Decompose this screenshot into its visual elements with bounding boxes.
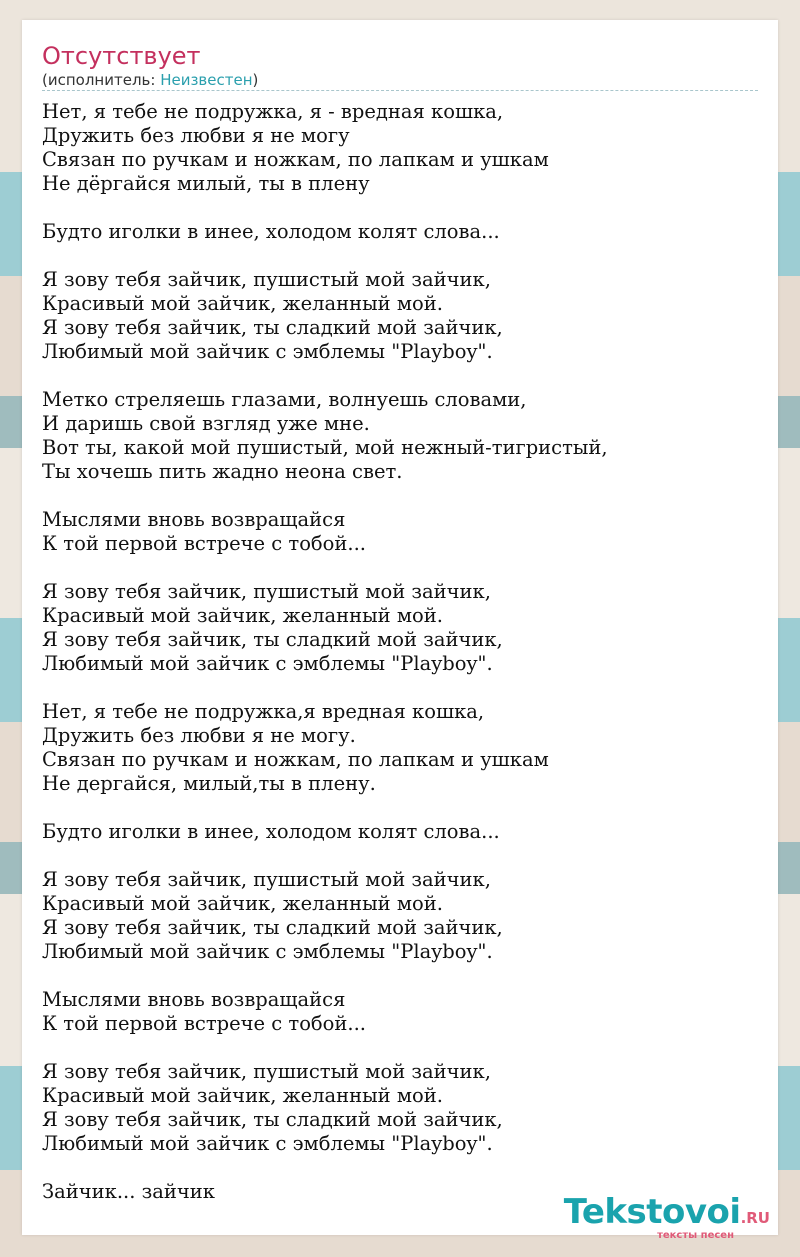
artist-suffix: ) — [252, 71, 259, 89]
lyric-line: Я зову тебя зайчик, пушистый мой зайчик, — [42, 268, 491, 291]
lyric-line: Любимый мой зайчик с эмблемы "Playboy". — [42, 940, 493, 963]
lyric-line: Ты хочешь пить жадно неона свет. — [42, 460, 403, 483]
lyric-line: Я зову тебя зайчик, ты сладкий мой зайчик, — [42, 628, 503, 651]
lyric-line: Мыслями вновь возвращайся — [42, 508, 346, 531]
lyric-line: Зайчик... зайчик — [42, 1180, 215, 1203]
artist-link[interactable]: Неизвестен — [160, 71, 253, 89]
lyric-line: И даришь свой взгляд уже мне. — [42, 412, 370, 435]
lyric-line: Красивый мой зайчик, желанный мой. — [42, 1084, 443, 1107]
lyric-line: Будто иголки в инее, холодом колят слова... — [42, 220, 500, 243]
lyric-line: Я зову тебя зайчик, ты сладкий мой зайчик, — [42, 1108, 503, 1131]
lyric-line: Я зову тебя зайчик, пушистый мой зайчик, — [42, 1060, 491, 1083]
lyric-line: Нет, я тебе не подружка,я вредная кошка, — [42, 700, 485, 723]
lyric-line: Я зову тебя зайчик, ты сладкий мой зайчик, — [42, 316, 503, 339]
lyric-line: Я зову тебя зайчик, пушистый мой зайчик, — [42, 580, 491, 603]
lyric-line: Мыслями вновь возвращайся — [42, 988, 346, 1011]
lyric-line — [42, 556, 758, 580]
lyric-line — [42, 364, 758, 388]
lyric-line — [42, 196, 758, 220]
lyric-line — [42, 244, 758, 268]
lyric-line: Красивый мой зайчик, желанный мой. — [42, 604, 443, 627]
lyric-line: Красивый мой зайчик, желанный мой. — [42, 292, 443, 315]
lyric-line: Не дергайся, милый,ты в плену. — [42, 772, 376, 795]
lyric-line: Я зову тебя зайчик, ты сладкий мой зайчик, — [42, 916, 503, 939]
lyrics-card — [22, 20, 778, 1241]
lyric-line: Дружить без любви я не могу — [42, 124, 350, 147]
lyric-line: Любимый мой зайчик с эмблемы "Playboy". — [42, 652, 493, 675]
song-title: Отсутствует — [42, 42, 201, 70]
lyric-line: К той первой встрече с тобой... — [42, 532, 367, 555]
logo-tagline: тексты песен — [657, 1230, 734, 1241]
lyric-line: Связан по ручкам и ножкам, по лапкам и ушкам — [42, 148, 549, 171]
lyric-line: Не дёргайся милый, ты в плену — [42, 172, 370, 195]
lyric-line — [42, 676, 758, 700]
lyric-line: К той первой встрече с тобой... — [42, 1012, 367, 1035]
lyric-line — [42, 1156, 758, 1180]
lyric-line — [42, 796, 758, 820]
lyric-line: Любимый мой зайчик с эмблемы "Playboy". — [42, 1132, 493, 1155]
lyric-line — [42, 484, 758, 508]
artist-line — [42, 71, 258, 89]
lyric-line: Метко стреляешь глазами, волнуешь словами, — [42, 388, 527, 411]
title-divider — [42, 90, 758, 91]
lyric-line: Я зову тебя зайчик, пушистый мой зайчик, — [42, 868, 491, 891]
artist-prefix: (исполнитель: — [42, 71, 161, 89]
lyric-line: Будто иголки в инее, холодом колят слова... — [42, 820, 500, 843]
logo-tld: .RU — [740, 1209, 770, 1227]
lyric-line — [42, 964, 758, 988]
lyric-line: Дружить без любви я не могу. — [42, 724, 356, 747]
lyric-line: Любимый мой зайчик с эмблемы "Playboy". — [42, 340, 493, 363]
lyric-line: Связан по ручкам и ножкам, по лапкам и ушкам — [42, 748, 549, 771]
lyric-line: Нет, я тебе не подружка, я - вредная кошка, — [42, 100, 504, 123]
lyric-line: Вот ты, какой мой пушистый, мой нежный-тигристый, — [42, 436, 608, 459]
site-logo[interactable] — [563, 1192, 770, 1241]
lyric-line — [42, 1036, 758, 1060]
lyrics-text — [42, 100, 758, 1204]
lyric-line — [42, 844, 758, 868]
logo-name: Tekstovoi — [563, 1192, 741, 1232]
lyric-line: Красивый мой зайчик, желанный мой. — [42, 892, 443, 915]
